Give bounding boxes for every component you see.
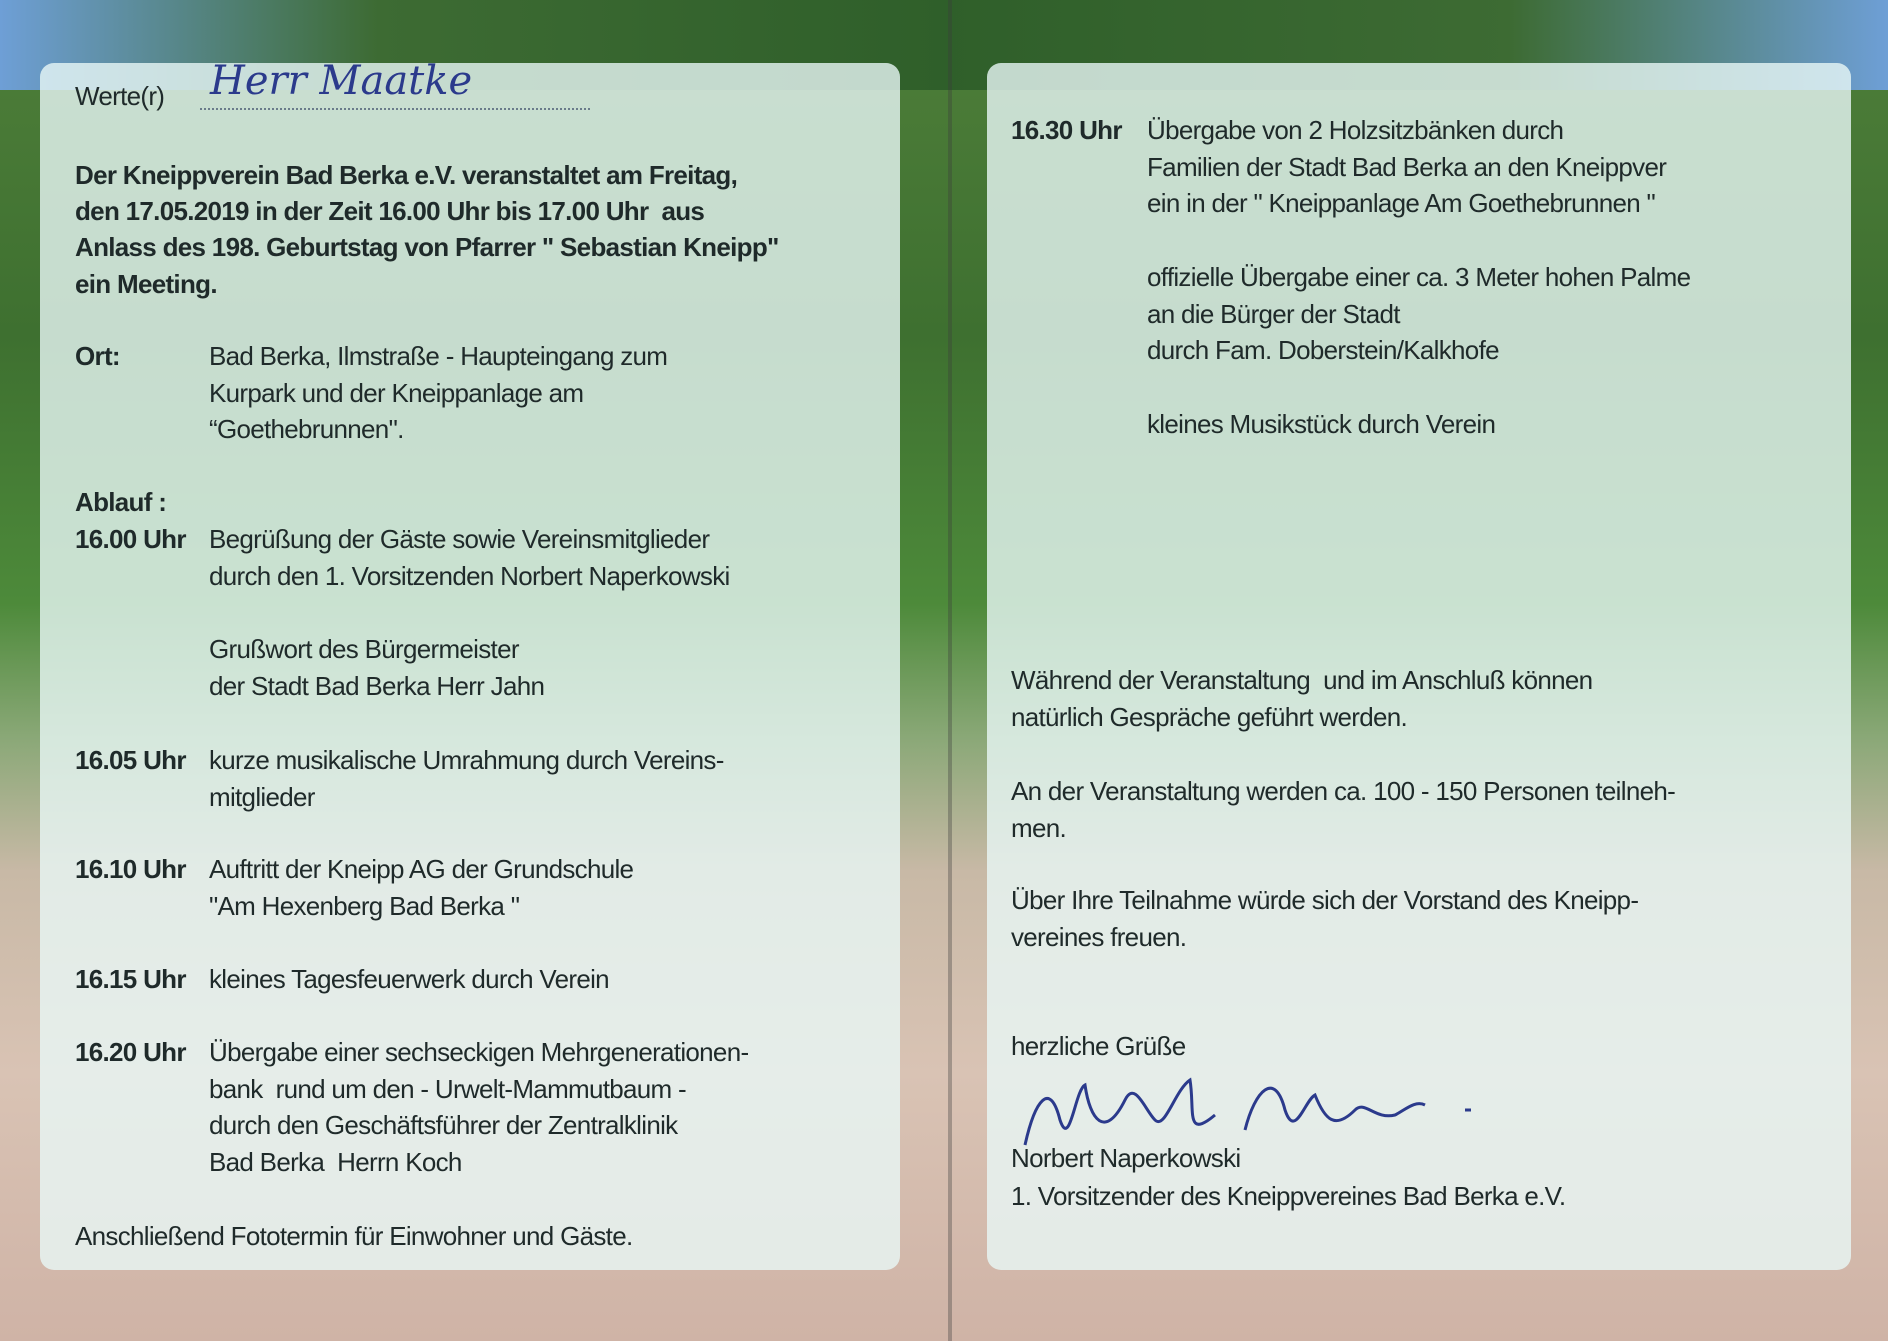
card-fold [948,0,952,1341]
intro-line: den 17.05.2019 in der Zeit 16.00 Uhr bis 17.00 Uhr aus [75,196,705,226]
schedule-time: 16.10 Uhr [75,854,186,884]
schedule-text: Übergabe einer sechseckigen Mehrgenerationen- bank rund um den - Urwelt-Mammutbaum - durch den Geschäftsführer der Zentralklinik Bad Berka Herrn Koch [209,1037,749,1178]
schedule-text: kurze musikalische Umrahmung durch Vereins- mitglieder [209,745,724,812]
intro-line: Anlass des 198. Geburtstag von Pfarrer " Sebastian Kneipp" [75,232,779,262]
salutation: Werte(r) [75,81,165,111]
signer-name: Norbert Naperkowski [1011,1143,1241,1173]
intro-line: ein Meeting. [75,269,217,299]
schedule-text: Auftritt der Kneipp AG der Grundschule "Am Hexenberg Bad Berka " [209,854,634,921]
schedule-text: offizielle Übergabe einer ca. 3 Meter hohen Palme an die Bürger der Stadt durch Fam. Doberstein/Kalkhofe [1147,262,1691,366]
paragraph-thanks: Über Ihre Teilnahme würde sich der Vorstand des Kneipp- vereines freuen. [1011,885,1639,952]
schedule-text: kleines Musikstück durch Verein [1147,409,1496,439]
ort-label: Ort: [75,341,120,371]
handwritten-name: Herr Maatke [210,58,473,104]
schedule-text: Übergabe von 2 Holzsitzbänken durch Familien der Stadt Bad Berka an den Kneippver ein in der " Kneippanlage Am Goethebrunnen " [1147,115,1667,219]
ablauf-label: Ablauf : [75,487,167,517]
greeting: herzliche Grüße [1011,1031,1186,1061]
schedule-text: Begrüßung der Gäste sowie Vereinsmitglieder durch den 1. Vorsitzenden Norbert Naperkowski [209,524,730,591]
schedule-time: 16.20 Uhr [75,1037,186,1067]
paragraph-attendance: An der Veranstaltung werden ca. 100 - 150 Personen teilneh- men. [1011,776,1676,843]
closing-note: Anschließend Fototermin für Einwohner und Gäste. [75,1221,633,1251]
schedule-text: kleines Tagesfeuerwerk durch Verein [209,964,609,994]
name-line [200,108,590,110]
schedule-text: Grußwort des Bürgermeister der Stadt Bad Berka Herr Jahn [209,634,545,701]
schedule-time: 16.05 Uhr [75,745,186,775]
schedule-time: 16.30 Uhr [1011,115,1122,145]
intro-line: Der Kneippverein Bad Berka e.V. veranstaltet am Freitag, [75,160,738,190]
signer-title: 1. Vorsitzender des Kneippvereines Bad Berka e.V. [1011,1181,1566,1211]
paragraph-conversations: Während der Veranstaltung und im Anschluß können natürlich Gespräche geführt werden. [1011,665,1593,732]
schedule-time: 16.00 Uhr [75,524,186,554]
schedule-time: 16.15 Uhr [75,964,186,994]
ort-text: Bad Berka, Ilmstraße - Haupteingang zum Kurpark und der Kneippanlage am “Goethebrunnen". [209,341,668,445]
